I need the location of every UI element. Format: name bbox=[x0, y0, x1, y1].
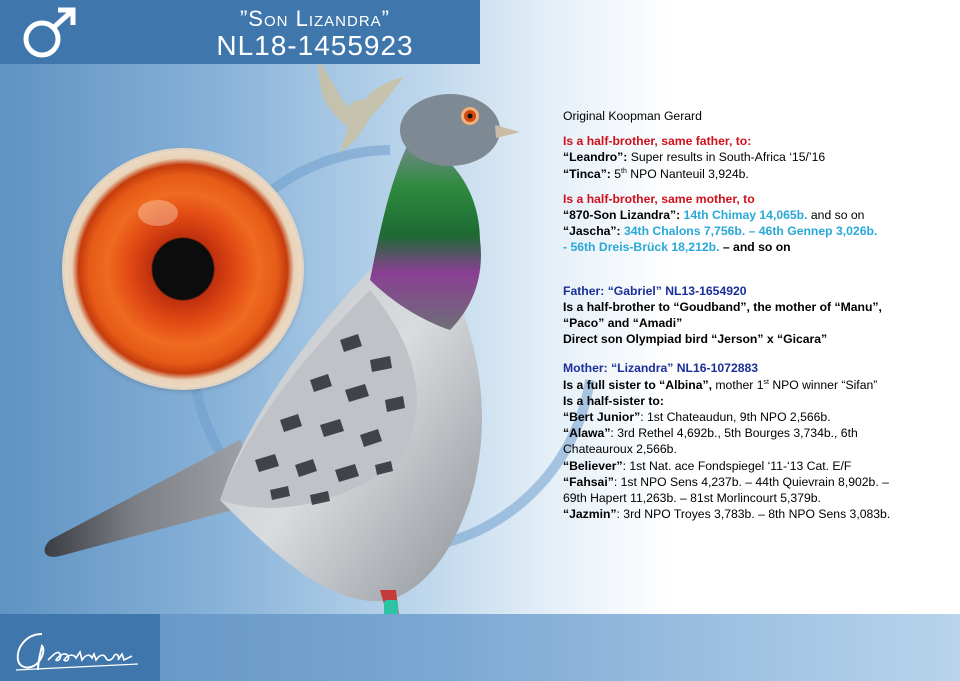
male-symbol-icon bbox=[18, 6, 82, 62]
father-line: Direct son Olympiad bird “Jerson” x “Gicara” bbox=[563, 332, 828, 347]
pedigree-text-block bbox=[563, 108, 953, 522]
half-sister-label: Is a half-sister to: bbox=[563, 393, 664, 408]
mother-full-sister-line: Is a full sister to “Albina”, mother 1st NPO winner “Sifan” bbox=[563, 377, 878, 392]
mother-heading: Mother: “Lizandra” NL16-1072883 bbox=[563, 361, 759, 376]
relative-line: “Tinca”: 5th NPO Nanteuil 3,924b. bbox=[563, 166, 749, 181]
half-brother-mother-heading: Is a half-brother, same mother, to bbox=[563, 191, 755, 206]
koopman-signature-logo bbox=[8, 620, 148, 676]
relative-line: “Believer”: 1st Nat. ace Fondspiegel ‘11-‘13 Cat. E/F bbox=[563, 458, 852, 473]
relative-line: “870-Son Lizandra”: 14th Chimay 14,065b. and so on bbox=[563, 208, 865, 223]
relative-line: “Jascha”: 34th Chalons 7,756b. – 46th Gennep 3,026b. bbox=[563, 224, 878, 239]
relative-line-cont: 69th Hapert 11,263b. – 81st Morlincourt 5,379b. bbox=[563, 491, 821, 506]
breeder-line: Original Koopman Gerard bbox=[563, 109, 702, 123]
relative-line: “Alawa”: 3rd Rethel 4,692b., 5th Bourges 3,734b., 6th bbox=[563, 426, 858, 441]
eye-closeup-image bbox=[64, 150, 302, 388]
relative-line: “Leandro”: Super results in South-Africa ‘15/’16 bbox=[563, 150, 826, 165]
ring-number: NL18-1455923 bbox=[216, 30, 414, 61]
eye-reflection bbox=[138, 200, 178, 226]
half-brother-father-heading: Is a half-brother, same father, to: bbox=[563, 134, 752, 149]
father-line: “Paco” and “Amadi” bbox=[563, 316, 683, 331]
father-heading: Father: “Gabriel” NL13-1654920 bbox=[563, 283, 747, 298]
relative-line: “Fahsai”: 1st NPO Sens 4,237b. – 44th Quievrain 8,902b. – bbox=[563, 474, 889, 489]
pigeon-name-title: ”Son Lizandra” bbox=[239, 6, 390, 31]
relative-line: - 56th Dreis-Brück 18,212b. – and so on bbox=[563, 240, 791, 255]
relative-line-cont: Chateauroux 2,566b. bbox=[563, 442, 677, 457]
relative-line: “Bert Junior”: 1st Chateaudun, 9th NPO 2,566b. bbox=[563, 410, 831, 425]
father-line: Is a half-brother to “Goudband”, the mother of “Manu”, bbox=[563, 299, 882, 314]
relative-line: “Jazmin”: 3rd NPO Troyes 3,783b. – 8th NPO Sens 3,083b. bbox=[563, 507, 891, 522]
